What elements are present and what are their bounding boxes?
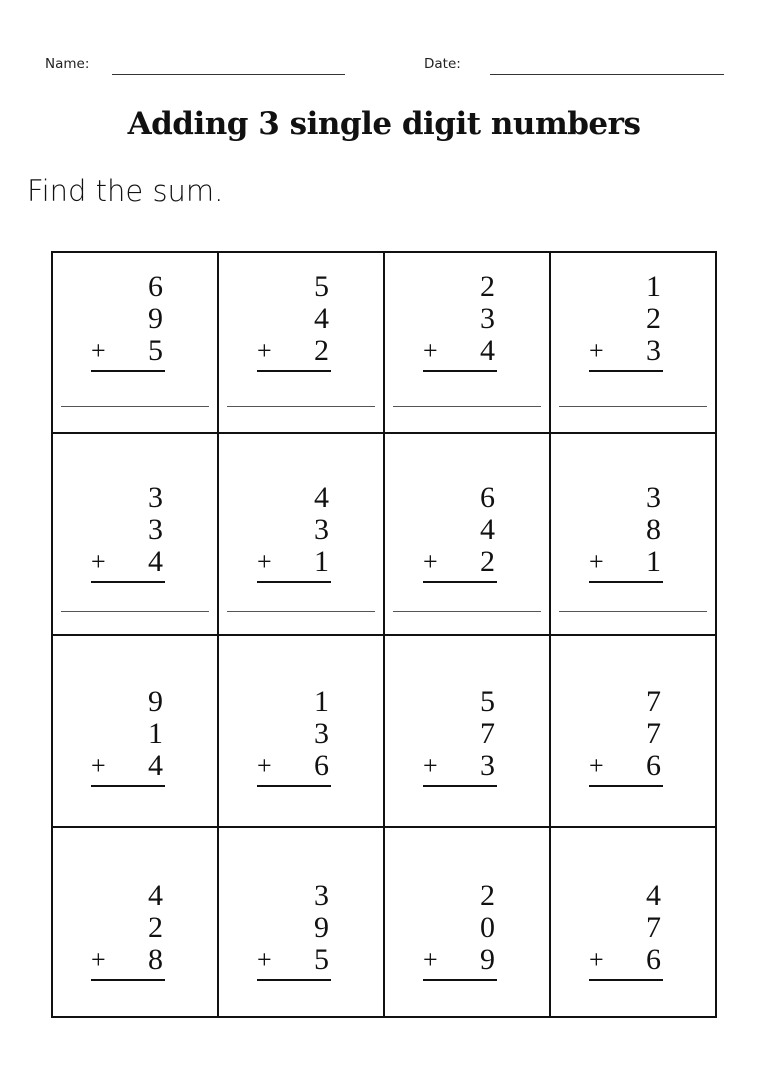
addition-problem <box>257 686 331 787</box>
problem-cell <box>551 636 717 828</box>
addend: 3 <box>314 717 329 750</box>
sum-bar <box>423 785 497 787</box>
sum-bar <box>257 370 331 372</box>
plus-sign: + <box>91 945 106 974</box>
addend: 5 <box>314 270 329 303</box>
sum-bar <box>589 979 663 981</box>
addend: 9 <box>148 685 163 718</box>
plus-sign: + <box>91 751 106 780</box>
addend: 5 <box>148 334 163 367</box>
addend: 4 <box>148 879 163 912</box>
instruction-text: Find the sum. <box>27 174 224 208</box>
answer-line[interactable] <box>393 406 541 407</box>
plus-sign: + <box>589 945 604 974</box>
addend: 3 <box>646 334 661 367</box>
problem-cell <box>53 828 219 1018</box>
answer-line[interactable] <box>61 611 209 612</box>
addend: 3 <box>148 481 163 514</box>
sum-bar <box>91 785 165 787</box>
addend: 3 <box>646 481 661 514</box>
addition-problem <box>91 482 165 583</box>
answer-line[interactable] <box>61 406 209 407</box>
addend: 6 <box>314 749 329 782</box>
addend: 7 <box>646 685 661 718</box>
addend: 1 <box>148 717 163 750</box>
plus-sign: + <box>423 547 438 576</box>
answer-line[interactable] <box>227 406 375 407</box>
addend: 2 <box>148 911 163 944</box>
addend: 1 <box>646 545 661 578</box>
sum-bar <box>257 581 331 583</box>
date-field-line[interactable] <box>490 74 724 75</box>
addend: 6 <box>148 270 163 303</box>
sum-bar <box>257 979 331 981</box>
addend: 7 <box>480 717 495 750</box>
problem-cell <box>551 434 717 636</box>
problem-cell <box>385 636 551 828</box>
addition-problem <box>423 686 497 787</box>
sum-bar <box>91 370 165 372</box>
addend: 2 <box>646 302 661 335</box>
addend: 8 <box>148 943 163 976</box>
addend: 9 <box>148 302 163 335</box>
addend: 2 <box>480 545 495 578</box>
addend: 2 <box>480 879 495 912</box>
problem-cell <box>219 434 385 636</box>
addition-problem <box>91 880 165 981</box>
addend: 3 <box>314 879 329 912</box>
problem-cell <box>53 434 219 636</box>
sum-bar <box>423 581 497 583</box>
addend: 1 <box>314 545 329 578</box>
problem-cell <box>551 828 717 1018</box>
addend: 4 <box>148 749 163 782</box>
plus-sign: + <box>257 751 272 780</box>
addition-problem <box>257 880 331 981</box>
addition-problem <box>589 271 663 372</box>
plus-sign: + <box>423 945 438 974</box>
sum-bar <box>589 785 663 787</box>
sum-bar <box>589 581 663 583</box>
addend: 4 <box>480 513 495 546</box>
addition-problem <box>423 482 497 583</box>
addend: 9 <box>314 911 329 944</box>
problem-grid <box>51 251 717 1018</box>
addend: 5 <box>480 685 495 718</box>
plus-sign: + <box>589 751 604 780</box>
addend: 5 <box>314 943 329 976</box>
addend: 4 <box>480 334 495 367</box>
addition-problem <box>589 686 663 787</box>
addend: 7 <box>646 911 661 944</box>
plus-sign: + <box>423 751 438 780</box>
addend: 1 <box>314 685 329 718</box>
problem-cell <box>385 434 551 636</box>
addend: 9 <box>480 943 495 976</box>
worksheet-title: Adding 3 single digit numbers <box>127 106 641 142</box>
sum-bar <box>423 370 497 372</box>
addition-problem <box>91 271 165 372</box>
addend: 3 <box>480 749 495 782</box>
addend: 6 <box>480 481 495 514</box>
addend: 4 <box>314 302 329 335</box>
sum-bar <box>423 979 497 981</box>
plus-sign: + <box>257 336 272 365</box>
problem-cell <box>53 253 219 434</box>
answer-line[interactable] <box>227 611 375 612</box>
addend: 3 <box>148 513 163 546</box>
addition-problem <box>257 271 331 372</box>
addition-problem <box>423 271 497 372</box>
sum-bar <box>257 785 331 787</box>
addition-problem <box>589 482 663 583</box>
plus-sign: + <box>91 547 106 576</box>
sum-bar <box>589 370 663 372</box>
addend: 8 <box>646 513 661 546</box>
addend: 3 <box>314 513 329 546</box>
name-label: Name: <box>45 56 90 72</box>
answer-line[interactable] <box>559 406 707 407</box>
addition-problem <box>589 880 663 981</box>
plus-sign: + <box>257 945 272 974</box>
problem-cell <box>385 253 551 434</box>
plus-sign: + <box>91 336 106 365</box>
addend: 7 <box>646 717 661 750</box>
answer-line[interactable] <box>559 611 707 612</box>
problem-cell <box>219 253 385 434</box>
addition-problem <box>423 880 497 981</box>
addend: 4 <box>646 879 661 912</box>
plus-sign: + <box>423 336 438 365</box>
problem-cell <box>53 636 219 828</box>
plus-sign: + <box>589 547 604 576</box>
problem-cell <box>385 828 551 1018</box>
name-field-line[interactable] <box>112 74 345 75</box>
problem-cell <box>219 636 385 828</box>
addend: 6 <box>646 943 661 976</box>
addend: 4 <box>148 545 163 578</box>
plus-sign: + <box>589 336 604 365</box>
addend: 3 <box>480 302 495 335</box>
date-label: Date: <box>424 56 461 72</box>
sum-bar <box>91 979 165 981</box>
addend: 1 <box>646 270 661 303</box>
addend: 0 <box>480 911 495 944</box>
addition-problem <box>91 686 165 787</box>
problem-cell <box>551 253 717 434</box>
answer-line[interactable] <box>393 611 541 612</box>
addition-problem <box>257 482 331 583</box>
addend: 4 <box>314 481 329 514</box>
problem-cell <box>219 828 385 1018</box>
addend: 2 <box>480 270 495 303</box>
sum-bar <box>91 581 165 583</box>
addend: 6 <box>646 749 661 782</box>
addend: 2 <box>314 334 329 367</box>
plus-sign: + <box>257 547 272 576</box>
